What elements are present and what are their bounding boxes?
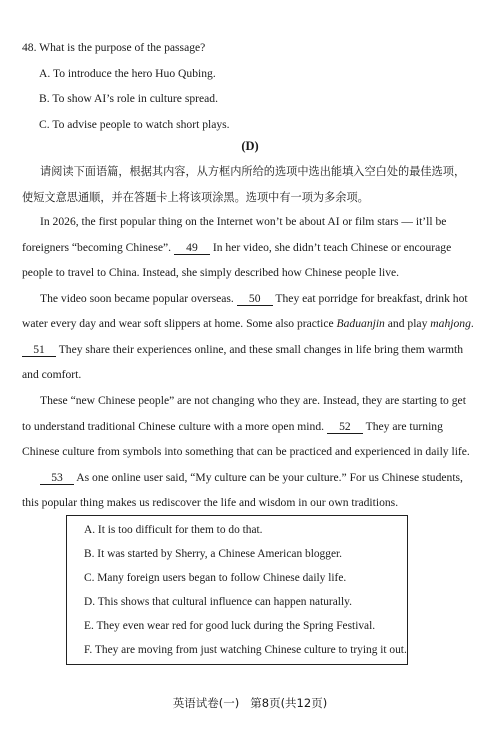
choice-f: F. They are moving from just watching Chinese culture to trying it out.: [84, 644, 407, 656]
instructions-line-2: 使短文意思通顺，并在答题卡上将该项涂黑。选项中有一项为多余项。: [22, 191, 369, 204]
passage-p3-line-1: These “new Chinese people” are not changing who they are. Instead, they are starting to get: [40, 394, 466, 407]
passage-p3-line-2: [22, 420, 443, 434]
blank-50: 50: [237, 293, 273, 306]
passage-p2-period: .: [470, 317, 474, 330]
q48-option-c: C. To advise people to watch short plays.: [39, 118, 230, 131]
passage-p2-line-1: [40, 292, 468, 306]
passage-p3-line-3: Chinese culture from symbols into something that can be practiced and experienced in daily life.: [22, 445, 470, 458]
passage-p2-text-d: and play: [387, 317, 428, 330]
passage-p3-text-b: They are turning: [365, 420, 443, 433]
passage-p2-line-3: [22, 343, 463, 357]
blank-53: 53: [40, 472, 74, 485]
choice-c: C. Many foreign users began to follow Chinese daily life.: [84, 572, 347, 584]
choice-e: E. They even wear red for good luck during the Spring Festival.: [84, 620, 376, 632]
passage-p1-line-2: [22, 241, 451, 255]
section-label: (D): [241, 139, 259, 153]
blank-49: 49: [174, 242, 210, 255]
passage-p1-text-a: foreigners “becoming Chinese”.: [22, 241, 172, 254]
q48-option-b: B. To show AI’s role in culture spread.: [39, 92, 218, 105]
passage-p4-line-1: [40, 471, 463, 485]
blank-52: 52: [327, 421, 363, 434]
passage-p2-text-b: They eat porridge for breakfast, drink hot: [275, 292, 468, 305]
options-box: [66, 515, 408, 665]
passage-p1-line-1: In 2026, the first popular thing on the Internet won’t be about AI or film stars — it’ll be: [40, 215, 447, 228]
blank-51: 51: [22, 344, 56, 357]
page-footer: 英语试卷(一) 第8页(共12页): [172, 696, 328, 710]
passage-p2-text-c: water every day and wear soft slippers at home. Some also practice: [22, 317, 334, 330]
passage-p2-text-a: The video soon became popular overseas.: [40, 292, 234, 305]
passage-p2-line-4: and comfort.: [22, 368, 82, 381]
passage-p1-line-3: people to travel to China. Instead, she simply described how Chinese people live.: [22, 266, 400, 279]
passage-p2-text-e: They share their experiences online, and these small changes in life bring them warmth: [58, 343, 464, 356]
passage-p1-text-b: In her video, she didn’t teach Chinese or encourage: [212, 241, 452, 254]
passage-p4-text-a: As one online user said, “My culture can be your culture.” For us Chinese students,: [76, 471, 463, 484]
instructions-line-1: 请阅读下面语篇，根据其内容，从方框内所给的选项中选出能填入空白处的最佳选项，: [40, 165, 466, 178]
passage-p2-line-2: [22, 317, 474, 330]
choice-b: B. It was started by Sherry, a Chinese American blogger.: [84, 548, 343, 560]
passage-p4-line-2: this popular thing makes us rediscover the life and wisdom in our own traditions.: [22, 496, 399, 509]
term-baduanjin: Baduanjin: [336, 317, 385, 330]
choice-a: A. It is too difficult for them to do that.: [84, 524, 263, 536]
q48-option-a: A. To introduce the hero Huo Qubing.: [39, 67, 216, 80]
choice-d: D. This shows that cultural influence can happen naturally.: [84, 596, 352, 608]
question-48-stem: 48. What is the purpose of the passage?: [22, 41, 206, 54]
passage-p3-text-a: to understand traditional Chinese culture with a more open mind.: [22, 420, 325, 433]
term-mahjong: mahjong: [430, 317, 471, 330]
